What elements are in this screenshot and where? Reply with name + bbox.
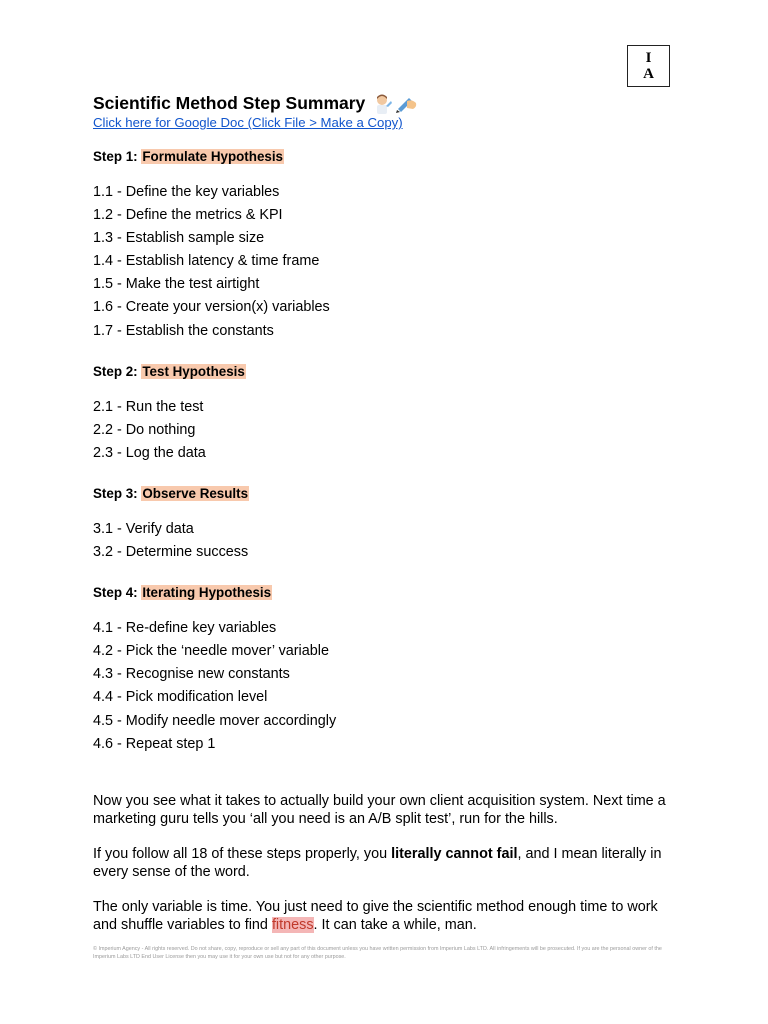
- writing-hand-icon: [395, 93, 419, 113]
- list-item: 1.4 - Establish latency & time frame: [93, 253, 320, 270]
- paragraph-steps-bold: literally cannot fail: [391, 845, 518, 862]
- step-1-name: Formulate Hypothesis: [142, 149, 284, 164]
- step-3-heading: [93, 485, 673, 503]
- step-1: [93, 148, 673, 343]
- step-3: [93, 485, 673, 564]
- step-3-prefix: Step 3:: [93, 485, 142, 501]
- list-item: 4.5 - Modify needle mover accordingly: [93, 712, 337, 729]
- step-3-list: [93, 518, 673, 564]
- list-item: 4.4 - Pick modification level: [93, 689, 268, 706]
- logo-letter-1: I: [645, 50, 652, 66]
- list-item: 2.2 - Do nothing: [93, 421, 196, 438]
- list-item: 2.1 - Run the test: [93, 398, 204, 415]
- paragraph-time-end: . It can take a while, man.: [313, 916, 477, 933]
- list-item: 1.5 - Make the test airtight: [93, 276, 260, 293]
- logo-letter-2: A: [643, 66, 654, 82]
- list-item: 4.3 - Recognise new constants: [93, 666, 290, 683]
- step-2-list: [93, 396, 673, 465]
- step-4-name: Iterating Hypothesis: [142, 585, 272, 601]
- list-item: 1.7 - Establish the constants: [93, 322, 274, 339]
- step-2: [93, 363, 673, 465]
- paragraph-steps-end: , and I mean literally in every sense of the word.: [93, 845, 662, 880]
- step-1-prefix: Step 1:: [93, 149, 142, 164]
- google-doc-link[interactable]: Click here for Google Doc (Click File > Make a Copy): [93, 115, 403, 130]
- title-emoji-group: [371, 92, 419, 114]
- step-2-name: Test Hypothesis: [142, 363, 245, 379]
- list-item: 1.2 - Define the metrics & KPI: [93, 207, 283, 224]
- step-1-list: [93, 181, 673, 343]
- step-4: [93, 584, 673, 756]
- fitness-highlight: fitness: [271, 916, 314, 933]
- list-item: 3.1 - Verify data: [93, 520, 194, 537]
- page-title-row: [93, 92, 673, 114]
- document-body: [93, 92, 673, 934]
- step-3-name: Observe Results: [142, 485, 249, 501]
- paragraph-time: [93, 898, 673, 934]
- list-item: 4.6 - Repeat step 1: [93, 735, 216, 752]
- list-item: 4.2 - Pick the ‘needle mover’ variable: [93, 643, 329, 660]
- copyright-footer: © Imperium Agency - All rights reserved. Do not share, copy, reproduce or sell any part of this document unless you have written permission from Imperium Labs LTD. All infringements will be prosecuted. If you are the personal owner of the Imperium Labs LTD End User License then you may use it for your own use but not for any other purpose.: [93, 946, 662, 960]
- paragraph-steps-start: If you follow all 18 of these steps properly, you: [93, 845, 392, 862]
- list-item: 1.1 - Define the key variables: [93, 184, 280, 200]
- list-item: 1.3 - Establish sample size: [93, 230, 265, 247]
- step-2-prefix: Step 2:: [93, 363, 142, 379]
- list-item: 2.3 - Log the data: [93, 444, 206, 461]
- list-item: 4.1 - Re-define key variables: [93, 620, 277, 637]
- step-4-prefix: Step 4:: [93, 585, 142, 601]
- paragraph-time-start: The only variable is time. You just need to give the scientific method enough time to work and shuffle variables to find: [93, 898, 658, 933]
- scientist-emoji-icon: [371, 92, 393, 114]
- brand-logo: [627, 45, 670, 87]
- paragraph-acquisition: Now you see what it takes to actually build your own client acquisition system. Next time a marketing guru tells you ‘all you need is an A/B split test’, run for the hills.: [93, 792, 666, 827]
- step-4-list: [93, 617, 673, 756]
- list-item: 1.6 - Create your version(x) variables: [93, 299, 330, 316]
- step-1-heading: [93, 148, 673, 166]
- step-4-heading: [93, 584, 673, 602]
- page-title: Scientific Method Step Summary: [93, 93, 366, 113]
- list-item: 3.2 - Determine success: [93, 544, 249, 561]
- paragraph-steps: [93, 845, 673, 881]
- step-2-heading: [93, 363, 673, 381]
